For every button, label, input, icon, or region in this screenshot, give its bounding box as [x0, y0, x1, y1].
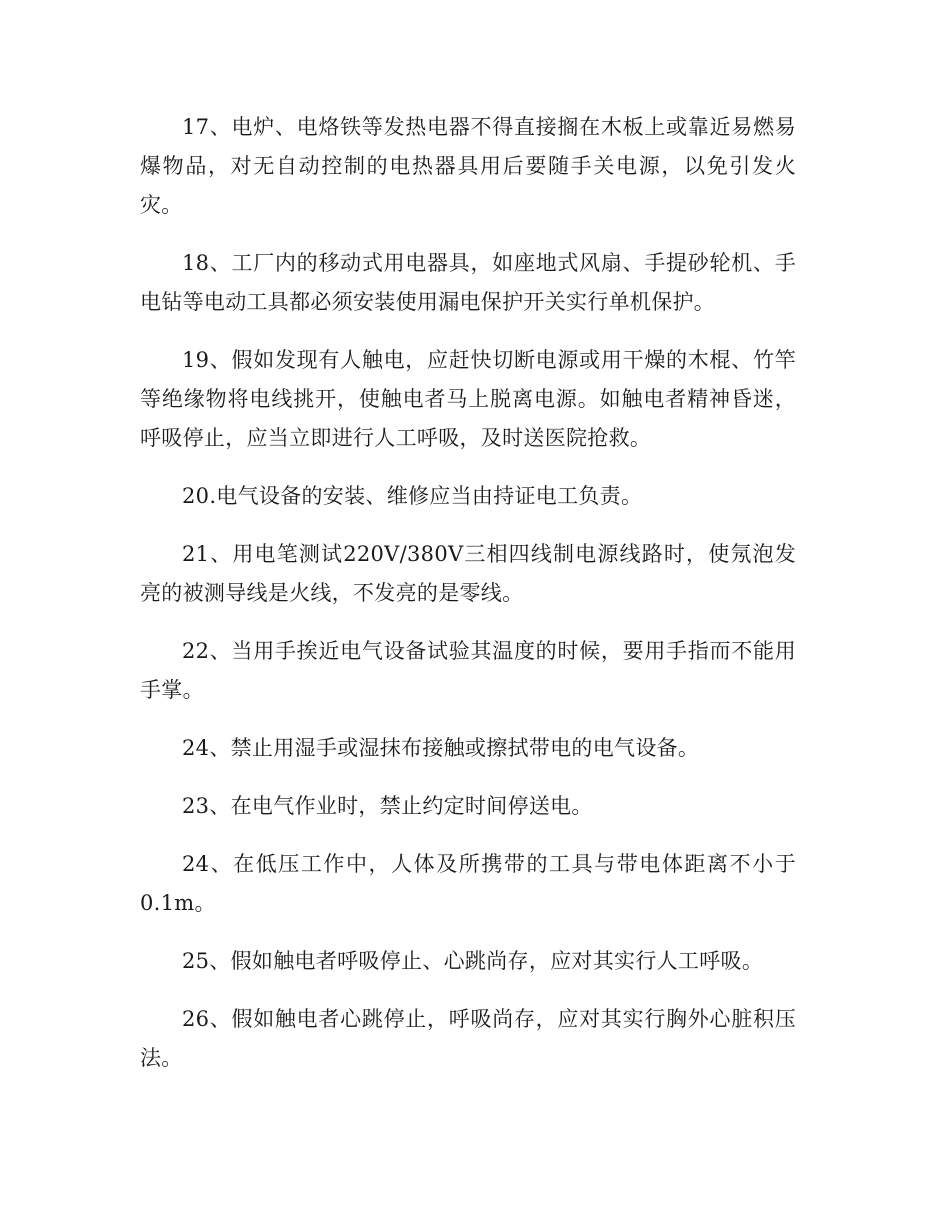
paragraph-25: 25、假如触电者呼吸停止、心跳尚存，应对其实行人工呼吸。	[182, 949, 764, 973]
paragraph-22: 22、当用手挨近电气设备试验其温度的时候，要用手指而不能用手掌。	[140, 639, 796, 702]
paragraph-24b: 24、在低压工作中，人体及所携带的工具与带电体距离不小于0.1m。	[140, 852, 796, 915]
document-body	[140, 108, 796, 1097]
paragraph-21: 21、用电笔测试220V/380V三相四线制电源线路时，使氖泡发亮的被测导线是火线，不发亮的是零线。	[140, 542, 797, 605]
paragraph-20: 20.电气设备的安装、维修应当由持证电工负责。	[182, 484, 643, 508]
paragraph-18: 18、工厂内的移动式用电器具，如座地式风扇、手提砂轮机、手电钻等电动工具都必须安装使用漏电保护开关实行单机保护。	[140, 251, 796, 314]
paragraph-19: 19、假如发现有人触电，应赶快切断电源或用干燥的木棍、竹竿等绝缘物将电线挑开，使触电者马上脱离电源。如触电者精神昏迷，呼吸停止，应当立即进行人工呼吸，及时送医院抢救。	[140, 348, 796, 450]
paragraph-24a: 24、禁止用湿手或湿抹布接触或擦拭带电的电气设备。	[182, 736, 700, 760]
paragraph-23: 23、在电气作业时，禁止约定时间停送电。	[182, 794, 593, 818]
paragraph-26: 26、假如触电者心跳停止，呼吸尚存，应对其实行胸外心脏积压法。	[140, 1007, 796, 1070]
paragraph-17: 17、电炉、电烙铁等发热电器不得直接搁在木板上或靠近易燃易爆物品，对无自动控制的电热器具用后要随手关电源，以免引发火灾。	[140, 115, 796, 217]
